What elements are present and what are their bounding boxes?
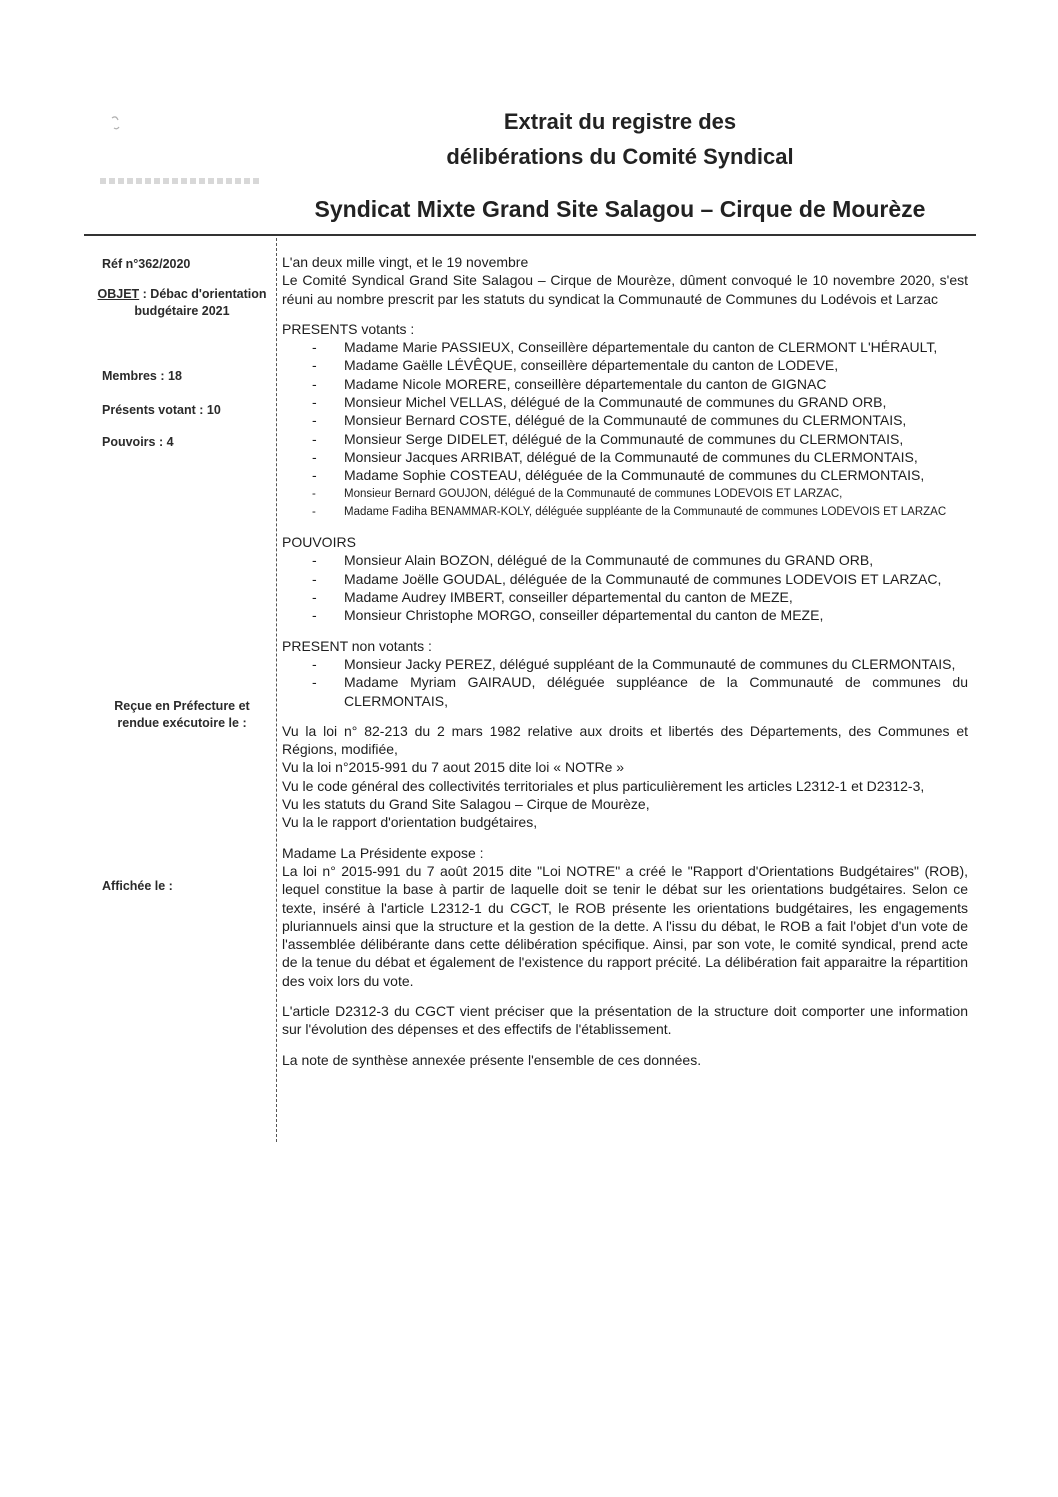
header-divider: [84, 234, 976, 236]
presents-list: [282, 338, 968, 521]
list-item: - Monsieur Jacques ARRIBAT, délégué de la Communauté de communes du CLERMONTAIS,: [282, 448, 968, 466]
vu-line: Vu la le rapport d'orientation budgétaires,: [282, 814, 538, 831]
opening-paragraph: Le Comité Syndical Grand Site Salagou – Cirque de Mourèze, dûment convoqué le 10 novembre 2020, s'est réuni au nombre prescrit par les statuts du syndicat la Communauté de Communes du Lodévois et Larzac: [282, 272, 968, 307]
opening-date: L'an deux mille vingt, et le 19 novembre: [282, 254, 529, 270]
vu-line: Vu la loi n° 82-213 du 2 mars 1982 relative aux droits et libertés des Départements, des Communes et Régions, modifiée,: [282, 722, 968, 758]
reference-number: [92, 256, 272, 273]
reference-text: Réf n°362/2020: [102, 257, 191, 271]
deliberation-body: [282, 253, 968, 1069]
pouvoirs-title: POUVOIRS: [282, 534, 356, 551]
list-item: - Madame Joëlle GOUDAL, déléguée de la Communauté de communes LODEVOIS ET LARZAC,: [282, 570, 968, 588]
vu-line: Vu les statuts du Grand Site Salagou – Cirque de Mourèze,: [282, 796, 650, 813]
posting-date: [92, 878, 272, 895]
list-item: - Madame Myriam GAIRAUD, déléguée suppléance de la Communauté de communes du CLERMONTAIS,: [282, 673, 968, 710]
closing-paragraph: La note de synthèse annexée présente l'ensemble de ces données.: [282, 1051, 702, 1068]
logo-icon: [104, 112, 144, 152]
list-item: - Monsieur Bernard COSTE, délégué de la Communauté de communes du CLERMONTAIS,: [282, 411, 968, 429]
logo-caption: [100, 178, 260, 184]
list-item: - Monsieur Bernard GOUJON, délégué de la Communauté de communes LODEVOIS ET LARZAC,: [282, 485, 968, 503]
column-divider: [276, 238, 277, 1142]
title-line-1: Extrait du registre des: [503, 109, 737, 134]
vu-line: Vu le code général des collectivités territoriales et plus particulièrement les articles L2312-1 et D2312-3,: [282, 777, 925, 794]
object-text: : Débac d'orientation budgétaire 2021: [134, 287, 267, 318]
title-line-2: délibérations du Comité Syndical: [446, 144, 794, 169]
list-item: - Madame Audrey IMBERT, conseiller départemental du canton de MEZE,: [282, 588, 968, 606]
nonvotants-list: [282, 655, 968, 710]
pouvoirs-text: Pouvoirs : 4: [102, 435, 174, 449]
list-item: - Madame Sophie COSTEAU, déléguée de la Communauté de communes du CLERMONTAIS,: [282, 466, 968, 484]
object-block: [92, 286, 272, 320]
list-item: - Madame Marie PASSIEUX, Conseillère départementale du canton de CLERMONT L'HÉRAULT,: [282, 338, 968, 356]
presents-text: Présents votant : 10: [102, 403, 221, 417]
list-item: - Madame Fadiha BENAMMAR-KOLY, déléguée suppléante de la Communauté de communes LODEVOIS ET LARZAC: [282, 503, 968, 521]
list-item: - Monsieur Christophe MORGO, conseiller départemental du canton de MEZE,: [282, 606, 968, 624]
list-item: - Monsieur Michel VELLAS, délégué de la Communauté de communes du GRAND ORB,: [282, 393, 968, 411]
presents-title: PRESENTS votants :: [282, 320, 415, 337]
article-paragraph: L'article D2312-3 du CGCT vient préciser que la présentation de la structure doit comporter une information sur l'évolution des dépenses et des effectifs de l'établissement.: [282, 1002, 968, 1038]
pouvoirs-count: [92, 434, 272, 451]
posting-text: Affichée le :: [102, 879, 173, 893]
members-text: Membres : 18: [102, 369, 182, 383]
pouvoirs-list: [282, 551, 968, 624]
list-item: - Madame Gaëlle LÉVÊQUE, conseillère départementale du canton de LODEVE,: [282, 356, 968, 374]
expose-paragraph: La loi n° 2015-991 du 7 août 2015 dite "Loi NOTRE" a créé le "Rapport d'Orientations Budgétaires" (ROB), lequel constitue la base à partir de laquelle doit se tenir le débat sur les orientations budgétaires. Selon ce texte, inséré à l'article L2312-1 du CGCT, le ROB présente les orientations budgétaires, les engagements pluriannuels ainsi que la structure et la gestion de la dette. A l'issu du débat, le ROB a fait l'objet d'un vote de l'assemblée délibérante dans cette délibération spécifique. Ainsi, par son vote, le comité syndical, prend acte de la tenue du débat et également de l'existence du rapport précité. La délibération fait apparaitre la répartition des voix lors du vote.: [282, 862, 968, 989]
presents-count: [92, 402, 272, 419]
prefecture-receipt: Reçue en Préfecture et rendue exécutoire le :: [114, 699, 250, 730]
expose-title: Madame La Présidente expose :: [282, 844, 484, 861]
syndicat-title: Syndicat Mixte Grand Site Salagou – Cirque de Mourèze: [314, 196, 926, 222]
object-label: OBJET: [97, 287, 140, 301]
document-title: [330, 104, 910, 174]
list-item: - Monsieur Jacky PEREZ, délégué suppléant de la Communauté de communes du CLERMONTAIS,: [282, 655, 968, 673]
members-count: [92, 368, 272, 385]
list-item: - Madame Nicole MORERE, conseillère départementale du canton de GIGNAC: [282, 375, 968, 393]
nonvotants-title: PRESENT non votants :: [282, 637, 432, 654]
list-item: - Monsieur Alain BOZON, délégué de la Communauté de communes du GRAND ORB,: [282, 551, 968, 569]
list-item: - Monsieur Serge DIDELET, délégué de la Communauté de communes du CLERMONTAIS,: [282, 430, 968, 448]
vu-line: Vu la loi n°2015-991 du 7 aout 2015 dite loi « NOTRe »: [282, 759, 625, 776]
